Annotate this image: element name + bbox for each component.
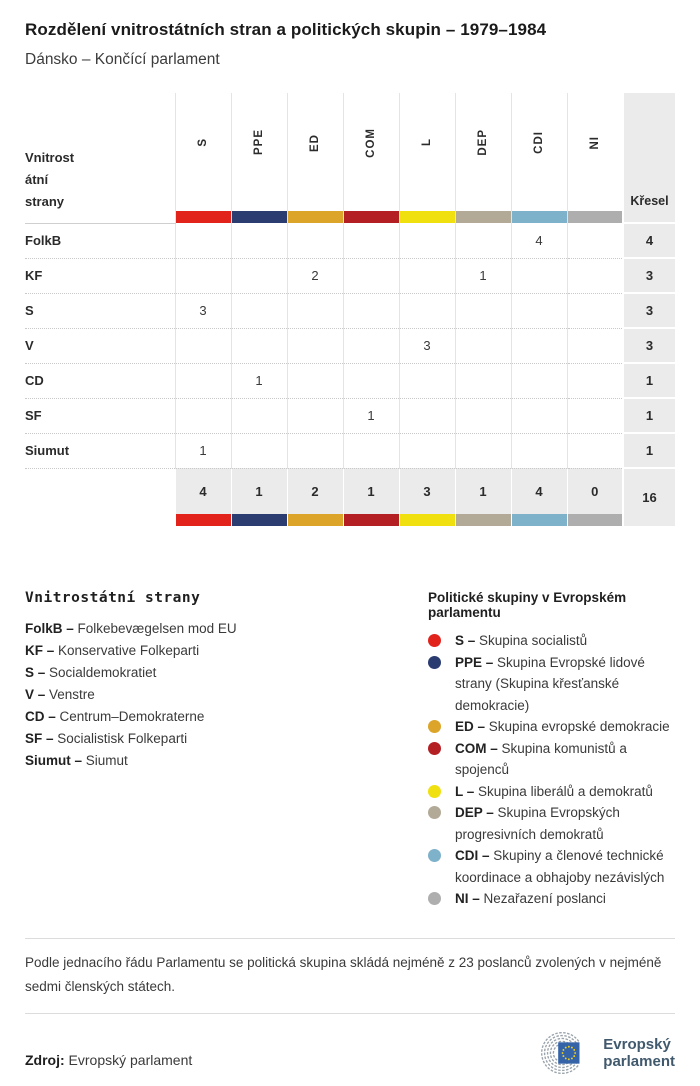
seat-cell [455, 363, 511, 398]
group-legend-item-s: S – Skupina socialistů [428, 630, 675, 652]
column-header-ni: NI [567, 93, 623, 211]
seat-cell [455, 398, 511, 433]
column-total: 3 [399, 468, 455, 514]
seat-cell [511, 433, 567, 468]
row-axis-label-line: Vnitrost [25, 149, 75, 165]
legend-item-s: S – Socialdemokratiet [25, 665, 157, 680]
hemicycle-eu-flag-icon [533, 1028, 595, 1078]
group-color-bar [232, 211, 287, 223]
legends-section [25, 590, 675, 910]
seat-cell: 2 [287, 258, 343, 293]
row-total: 4 [623, 223, 675, 258]
row-total: 1 [623, 363, 675, 398]
group-color-dot [428, 806, 441, 819]
seat-cell [455, 293, 511, 328]
page-title: Rozdělení vnitrostátních stran a politických skupin – 1979–1984 [25, 20, 547, 39]
group-color-bar [512, 211, 567, 223]
seat-cell [511, 398, 567, 433]
group-color-bar [512, 514, 567, 526]
group-color-dot [428, 634, 441, 647]
group-color-bar [288, 514, 343, 526]
column-header-ed: ED [287, 93, 343, 211]
group-color-dot [428, 892, 441, 905]
column-header-dep: DEP [455, 93, 511, 211]
party-label: KF [25, 258, 175, 293]
seat-cell [231, 223, 287, 258]
group-color-bar [344, 211, 399, 223]
legend-item-siumut: Siumut – Siumut [25, 753, 128, 768]
seat-cell [567, 258, 623, 293]
group-color-dot [428, 849, 441, 862]
party-label: FolkB [25, 233, 62, 248]
footnote: Podle jednacího řádu Parlamentu se politická skupina skládá nejméně z 23 poslanců zvolených v nejméně sedmi členských státech. [25, 954, 662, 994]
group-color-bar-cell [343, 514, 399, 526]
seat-cell [343, 433, 399, 468]
seat-cell [455, 223, 511, 258]
seat-cell [511, 293, 567, 328]
seat-cell [287, 433, 343, 468]
group-color-bar-cell [455, 514, 511, 526]
seat-cell: 1 [175, 433, 231, 468]
party-label: V [25, 328, 175, 363]
column-total: 2 [287, 468, 343, 514]
group-color-bar-cell [175, 211, 231, 223]
seat-cell [343, 293, 399, 328]
column-header-l: L [399, 93, 455, 211]
seat-cell [455, 433, 511, 468]
seat-cell [343, 223, 399, 258]
row-total: 1 [623, 433, 675, 468]
seat-cell [287, 223, 343, 258]
table-row-kf [25, 258, 675, 293]
party-label: S [25, 293, 175, 328]
footer [0, 1014, 700, 1086]
seat-cell [399, 258, 455, 293]
group-color-bar [232, 514, 287, 526]
group-legend-item-l: L – Skupina liberálů a demokratů [428, 781, 675, 803]
group-legend-item-com: COM – Skupina komunistů a spojenců [428, 738, 675, 781]
row-total: 3 [623, 328, 675, 363]
group-color-bar-cell [399, 211, 455, 223]
row-total: 1 [623, 398, 675, 433]
column-header-cdi: CDI [511, 93, 567, 211]
group-color-bar [176, 514, 231, 526]
seats-column-header: Křesel [623, 93, 675, 223]
legend-item-folkb: FolkB – Folkebevægelsen mod EU [25, 621, 237, 636]
seat-cell [287, 328, 343, 363]
group-color-bar-cell [343, 211, 399, 223]
seat-cell [511, 258, 567, 293]
political-groups-heading: Politické skupiny v Evropském parlamentu [428, 590, 627, 620]
seat-cell [231, 258, 287, 293]
column-total: 4 [511, 468, 567, 514]
row-axis-label [25, 93, 175, 223]
group-color-bar [344, 514, 399, 526]
group-color-bar-cell [455, 211, 511, 223]
seat-cell [399, 293, 455, 328]
group-color-bar [568, 211, 623, 223]
group-color-bar-cell [175, 514, 231, 526]
seat-cell [343, 258, 399, 293]
seat-cell: 1 [231, 363, 287, 398]
seat-cell [343, 363, 399, 398]
table-row-v [25, 328, 675, 363]
seat-cell: 1 [343, 398, 399, 433]
row-total: 3 [623, 293, 675, 328]
row-total: 3 [623, 258, 675, 293]
group-color-bar-cell [287, 514, 343, 526]
column-total: 4 [175, 468, 231, 514]
legend-item-v: V – Venstre [25, 687, 95, 702]
group-legend-item-ni: NI – Nezařazení poslanci [428, 888, 675, 910]
column-header-com: COM [343, 93, 399, 211]
column-header-ppe: PPE [231, 93, 287, 211]
party-label: SF [25, 398, 175, 433]
group-color-bar [456, 514, 511, 526]
seat-cell: 1 [455, 258, 511, 293]
group-legend-item-cdi: CDI – Skupiny a členové technické koordinace a obhajoby nezávislých [428, 845, 675, 888]
group-color-bar-cell [511, 514, 567, 526]
group-color-dot [428, 742, 441, 755]
table-row-sf [25, 398, 675, 433]
seat-cell: 3 [399, 328, 455, 363]
group-color-bar-cell [399, 514, 455, 526]
group-color-bar-cell [231, 211, 287, 223]
party-label: Siumut [25, 433, 175, 468]
seat-cell [567, 363, 623, 398]
party-label: CD [25, 363, 175, 398]
group-color-bar-cell [511, 211, 567, 223]
group-color-bar-cell [567, 211, 623, 223]
source-line [25, 1052, 192, 1068]
seat-cell [231, 293, 287, 328]
seats-table [25, 93, 675, 526]
column-total: 0 [567, 468, 623, 514]
seat-cell [175, 363, 231, 398]
seat-cell [399, 433, 455, 468]
group-color-bar-cell [567, 514, 623, 526]
group-color-dot [428, 720, 441, 733]
group-color-dot [428, 656, 441, 669]
seat-cell [231, 328, 287, 363]
row-axis-label-line: strany [25, 193, 65, 209]
seat-cell [287, 363, 343, 398]
seat-cell [455, 328, 511, 363]
grand-total: 16 [623, 468, 675, 526]
page-subtitle: Dánsko – Končící parlament [25, 51, 220, 68]
table-row-siumut [25, 433, 675, 468]
seat-cell [175, 328, 231, 363]
seat-cell [287, 398, 343, 433]
group-color-bar [176, 211, 231, 223]
group-color-bars-row-bottom [25, 514, 675, 526]
group-color-bar-cell [231, 514, 287, 526]
column-total: 1 [455, 468, 511, 514]
row-axis-label-line: átní [25, 171, 49, 187]
seat-cell [567, 223, 623, 258]
group-color-bar [400, 514, 455, 526]
seat-cell [231, 398, 287, 433]
group-color-bar [288, 211, 343, 223]
national-parties-heading: Vnitrostátní strany [25, 590, 201, 606]
group-legend-item-dep: DEP – Skupina Evropských progresivních demokratů [428, 802, 675, 845]
group-legend-item-ppe: PPE – Skupina Evropské lidové strany (Skupina křesťanské demokracie) [428, 652, 675, 717]
seat-cell [511, 328, 567, 363]
seat-cell [231, 433, 287, 468]
seat-cell [343, 328, 399, 363]
seat-cell [567, 293, 623, 328]
group-color-bar [568, 514, 623, 526]
source-label: Zdroj: [25, 1051, 65, 1068]
group-color-bar [400, 211, 455, 223]
source-value: Evropský parlament [68, 1051, 193, 1068]
totals-row [25, 468, 675, 514]
seat-cell [175, 398, 231, 433]
table-row-folkb [25, 223, 675, 258]
seat-cell [567, 398, 623, 433]
european-parliament-logo [533, 1028, 675, 1078]
seat-cell [175, 258, 231, 293]
column-total: 1 [343, 468, 399, 514]
table-header-row [25, 93, 675, 211]
column-header-s: S [175, 93, 231, 211]
group-color-bar [456, 211, 511, 223]
logo-wordmark: Evropský parlament [603, 1035, 675, 1070]
seat-cell: 4 [511, 223, 567, 258]
group-color-bar-cell [287, 211, 343, 223]
seat-cell [511, 363, 567, 398]
legend-item-kf: KF – Konservative Folkeparti [25, 643, 200, 658]
seat-cell [175, 223, 231, 258]
group-legend-item-ed: ED – Skupina evropské demokracie [428, 716, 675, 738]
seat-cell [399, 363, 455, 398]
seat-cell [567, 433, 623, 468]
seat-cell: 3 [175, 293, 231, 328]
political-groups-legend [428, 590, 675, 910]
seat-cell [399, 223, 455, 258]
column-total: 1 [231, 468, 287, 514]
seat-cell [567, 328, 623, 363]
seat-cell [399, 398, 455, 433]
legend-item-cd: CD – Centrum–Demokraterne [25, 709, 205, 724]
table-row-cd [25, 363, 675, 398]
seat-cell [287, 293, 343, 328]
legend-item-sf: SF – Socialistisk Folkeparti [25, 731, 188, 746]
group-color-dot [428, 785, 441, 798]
national-parties-legend [25, 590, 428, 910]
table-row-s [25, 293, 675, 328]
